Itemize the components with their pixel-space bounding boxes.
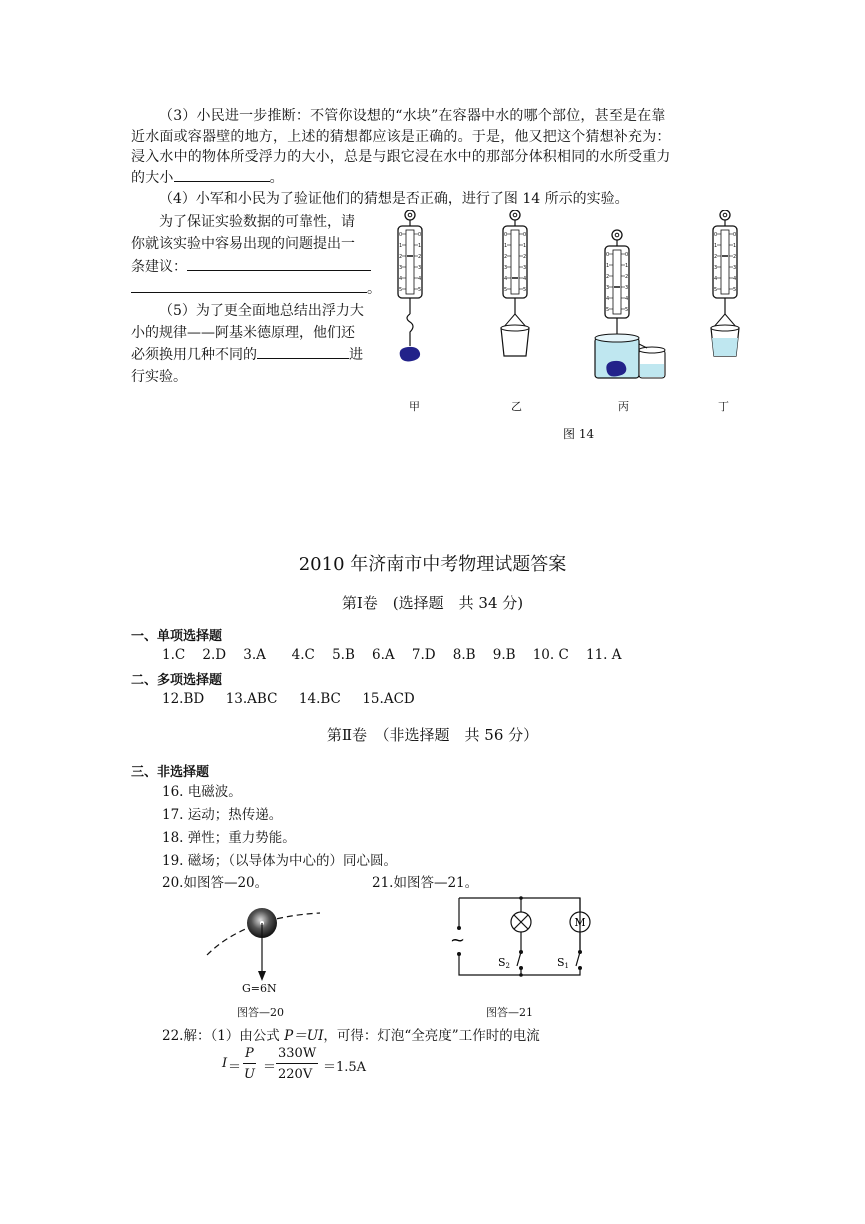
q5-answer-blank[interactable] <box>257 345 349 359</box>
answer-8: 8.B <box>452 647 476 663</box>
answer-16: 16. 电磁波。 <box>162 784 242 800</box>
q5-line3 <box>131 344 363 366</box>
q4-text2: 你就该实验中容易出现的问题提出一 <box>131 236 355 252</box>
q4-text1: 为了保证实验数据的可靠性，请 <box>159 214 355 230</box>
fraction-bar-2 <box>276 1063 318 1064</box>
q4-answer-blank-1[interactable] <box>187 257 371 271</box>
a22-pre: 22.解：（1）由公式 <box>162 1028 285 1044</box>
answer-3: 3.A <box>243 647 266 663</box>
fig21-caption: 图答—21 <box>486 1006 533 1019</box>
fig20-caption: 图答—20 <box>237 1006 284 1019</box>
part1-heading: 第Ⅰ卷 (选择题 共 34 分) <box>341 594 524 612</box>
q4-text3: 条建议： <box>131 259 187 275</box>
q3-line1: （3）小民进一步推断：不管你设想的“水块”在容器中水的哪个部位，甚至是在靠 <box>159 108 666 124</box>
q3-paragraph <box>131 106 736 188</box>
q5-line3-post: 进 <box>349 347 363 363</box>
answer-20: 20.如图答—20。 <box>162 875 269 891</box>
q3-line4-post: 。 <box>269 169 284 186</box>
answer-15: 15.ACD <box>362 691 415 707</box>
ac-source-symbol: ~ <box>450 930 466 951</box>
section2-answers <box>162 691 415 707</box>
eq-P: P <box>245 1046 254 1061</box>
eq-sign-2: ＝ <box>263 1060 277 1075</box>
answer-22-equation <box>222 1046 382 1086</box>
answer-10: 10. C <box>532 647 569 663</box>
q5-line4: 行实验。 <box>131 369 187 385</box>
q3-line4-pre: 的大小 <box>131 169 174 186</box>
q4-end: 。 <box>367 281 381 297</box>
figure14-caption: 图 14 <box>563 427 595 441</box>
eq-I: I <box>222 1056 228 1071</box>
a22-post: ，可得：灯泡“全亮度”工作时的电流 <box>323 1028 540 1044</box>
answer-14: 14.BC <box>298 691 341 707</box>
answer-13: 13.ABC <box>225 691 278 707</box>
q4-text3-row <box>131 256 371 278</box>
scale-bing <box>595 230 665 378</box>
fraction-bar-1 <box>243 1063 256 1064</box>
switch-s2-label: S2 <box>498 956 511 970</box>
scale-yi <box>501 210 529 356</box>
switch-s1-label: S1 <box>557 956 570 970</box>
answer-2: 2.D <box>202 647 227 663</box>
section2-heading: 二、多项选择题 <box>131 673 223 688</box>
eq-result: ＝1.5A <box>323 1060 367 1075</box>
eq-numerator: 330W <box>278 1046 317 1061</box>
answer-1: 1.C <box>162 647 186 663</box>
scale-ding <box>711 210 739 356</box>
figure14-label-ding: 丁 <box>718 400 729 413</box>
a22-formula: P＝UI <box>284 1028 324 1044</box>
motor-label: M <box>574 916 586 929</box>
answer-22-line1 <box>162 1024 540 1044</box>
scale-jia <box>398 210 422 361</box>
fig20-force-label: G=6N <box>242 982 277 995</box>
q3-line3: 浸入水中的物体所受浮力的大小，总是与跟它浸在水中的那部分体积相同的水所受重力 <box>131 149 671 165</box>
q3-line4 <box>131 168 736 189</box>
section3-heading: 三、非选择题 <box>131 765 210 780</box>
part2-heading: 第Ⅱ卷 （非选择题 共 56 分） <box>326 726 539 744</box>
figure-14-apparatus: 012 345 <box>385 210 755 390</box>
q4-end-row <box>131 278 381 300</box>
q5-line2: 小的规律——阿基米德原理，他们还 <box>131 325 355 341</box>
q5-line1: （5）为了更全面地总结出浮力大 <box>159 303 364 319</box>
answer-12: 12.BD <box>162 691 205 707</box>
figure14-label-jia: 甲 <box>409 400 420 413</box>
eq-U: U <box>244 1067 255 1082</box>
answer-17: 17. 运动；热传递。 <box>162 807 283 823</box>
eq-denominator: 220V <box>278 1067 313 1082</box>
answer-19: 19. 磁场；（以导体为中心的）同心圆。 <box>162 853 398 869</box>
answer-4: 4.C <box>291 647 315 663</box>
eq-sign-1: ＝ <box>228 1060 242 1075</box>
q4-line1: （4）小军和小民为了验证他们的猜想是否正确，进行了图 14 所示的实验。 <box>159 191 629 207</box>
section1-answers <box>162 647 622 663</box>
answers-title: 2010 年济南市中考物理试题答案 <box>298 554 567 575</box>
q5-line3-pre: 必须换用几种不同的 <box>131 347 257 363</box>
figure14-label-yi: 乙 <box>511 400 522 413</box>
answer-5: 5.B <box>332 647 355 663</box>
q3-line2: 近水面或容器壁的地方，上述的猜想都应该是正确的。于是，他又把这个猜想补充为： <box>131 128 671 145</box>
answer-11: 11. A <box>585 647 622 663</box>
q4-answer-blank-2[interactable] <box>131 279 367 293</box>
section1-heading: 一、单项选择题 <box>131 629 223 644</box>
answer-18: 18. 弹性；重力势能。 <box>162 830 296 846</box>
figure14-label-bing: 丙 <box>618 400 629 413</box>
answer-9: 9.B <box>492 647 516 663</box>
answer-7: 7.D <box>411 647 436 663</box>
answer-21: 21.如图答—21。 <box>372 875 479 891</box>
q3-answer-blank[interactable] <box>174 168 270 182</box>
answer-6: 6.A <box>372 647 395 663</box>
figure-answer-21-circuit <box>445 890 595 1000</box>
